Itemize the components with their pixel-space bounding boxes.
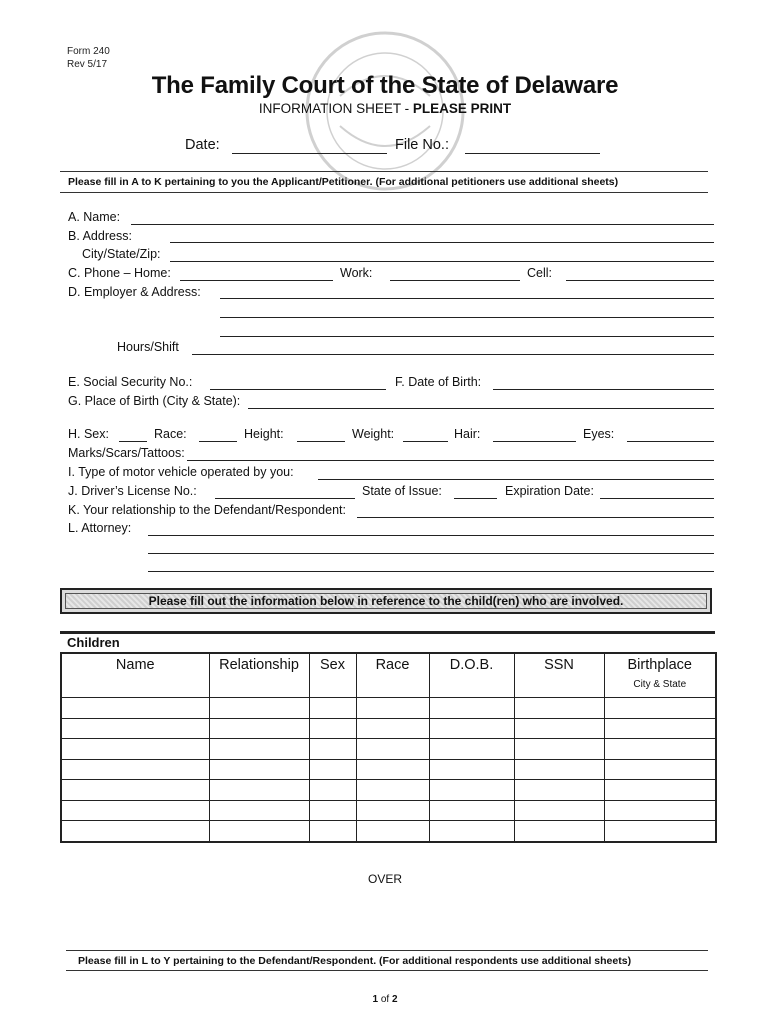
child-birthplace-cell[interactable]: [604, 780, 716, 801]
child-dob-cell[interactable]: [429, 739, 514, 760]
section-l-rule-bottom: [66, 970, 708, 971]
child-dob-cell[interactable]: [429, 759, 514, 780]
child-race-cell[interactable]: [356, 739, 429, 760]
child-race-cell[interactable]: [356, 759, 429, 780]
child-birthplace-cell[interactable]: [604, 821, 716, 842]
phone-home-label: C. Phone – Home:: [68, 266, 171, 280]
form-number-block: [67, 45, 110, 71]
child-name-cell[interactable]: [61, 759, 209, 780]
child-dob-cell[interactable]: [429, 780, 514, 801]
state-of-issue-field[interactable]: [454, 498, 497, 499]
phone-cell-field[interactable]: [566, 280, 714, 281]
children-rule: [60, 631, 715, 634]
page-subtitle: [0, 101, 770, 116]
file-number-field[interactable]: [465, 153, 600, 154]
employer-label: D. Employer & Address:: [68, 285, 201, 299]
height-label: Height:: [244, 427, 284, 441]
children-table-row: [61, 739, 716, 760]
child-sex-cell[interactable]: [309, 718, 356, 739]
marks-label: Marks/Scars/Tattoos:: [68, 446, 185, 460]
hair-label: Hair:: [454, 427, 481, 441]
subtitle-emphasis: PLEASE PRINT: [412, 101, 512, 116]
children-banner-text: Please fill out the information below in reference to the child(ren) who are involved.: [148, 594, 624, 608]
child-name-cell[interactable]: [61, 821, 209, 842]
child-ssn-cell[interactable]: [514, 698, 604, 719]
date-field[interactable]: [232, 153, 387, 154]
attorney-field-1[interactable]: [148, 535, 714, 536]
employer-field-2[interactable]: [220, 317, 714, 318]
dob-field[interactable]: [493, 389, 714, 390]
eyes-label: Eyes:: [583, 427, 615, 441]
child-name-cell[interactable]: [61, 718, 209, 739]
page-title: The Family Court of the State of Delaware: [151, 72, 619, 99]
child-relationship-cell[interactable]: [209, 800, 309, 821]
children-banner: [60, 588, 712, 614]
vehicle-field[interactable]: [318, 479, 714, 480]
child-birthplace-cell[interactable]: [604, 800, 716, 821]
phone-home-field[interactable]: [180, 280, 333, 281]
child-sex-cell[interactable]: [309, 698, 356, 719]
child-ssn-cell[interactable]: [514, 739, 604, 760]
child-birthplace-cell[interactable]: [604, 759, 716, 780]
over-note: OVER: [367, 872, 402, 886]
column-birthplace-label: Birthplace: [627, 657, 692, 673]
child-name-cell[interactable]: [61, 739, 209, 760]
child-dob-cell[interactable]: [429, 800, 514, 821]
eyes-field[interactable]: [627, 441, 714, 442]
attorney-field-3[interactable]: [148, 571, 714, 572]
child-dob-cell[interactable]: [429, 821, 514, 842]
weight-field[interactable]: [403, 441, 448, 442]
race-label: Race:: [154, 427, 187, 441]
ssn-field[interactable]: [210, 389, 386, 390]
weight-label: Weight:: [352, 427, 395, 441]
child-sex-cell[interactable]: [309, 800, 356, 821]
child-sex-cell[interactable]: [309, 780, 356, 801]
column-birthplace-sub: City & State: [633, 679, 687, 690]
state-of-issue-label: State of Issue:: [362, 484, 442, 498]
child-relationship-cell[interactable]: [209, 718, 309, 739]
place-of-birth-field[interactable]: [248, 408, 714, 409]
page-number: [0, 994, 770, 1005]
employer-field-1[interactable]: [220, 298, 714, 299]
vehicle-label: I. Type of motor vehicle operated by you:: [68, 465, 294, 479]
ssn-label: E. Social Security No.:: [68, 375, 193, 389]
name-field[interactable]: [131, 224, 714, 225]
section-a-rule-bottom: [60, 192, 708, 193]
children-table-row: [61, 780, 716, 801]
child-name-cell[interactable]: [61, 780, 209, 801]
child-sex-cell[interactable]: [309, 739, 356, 760]
child-relationship-cell[interactable]: [209, 780, 309, 801]
address-label: B. Address:: [68, 229, 132, 243]
relationship-field[interactable]: [357, 517, 714, 518]
license-label: J. Driver’s License No.:: [68, 484, 197, 498]
child-dob-cell[interactable]: [429, 698, 514, 719]
child-race-cell[interactable]: [356, 718, 429, 739]
height-field[interactable]: [297, 441, 345, 442]
form-number: Form 240: [67, 46, 110, 57]
child-name-cell[interactable]: [61, 800, 209, 821]
column-sex: Sex: [309, 653, 356, 698]
hair-field[interactable]: [493, 441, 576, 442]
sex-field[interactable]: [119, 441, 147, 442]
column-dob: D.O.B.: [429, 653, 514, 698]
page-of: of: [378, 994, 392, 1005]
page-current: 1: [372, 994, 379, 1005]
file-number-label: File No.:: [395, 137, 449, 153]
expiration-label: Expiration Date:: [505, 484, 594, 498]
child-ssn-cell[interactable]: [514, 780, 604, 801]
child-relationship-cell[interactable]: [209, 821, 309, 842]
dob-label: F. Date of Birth:: [395, 375, 482, 389]
child-dob-cell[interactable]: [429, 718, 514, 739]
attorney-field-2[interactable]: [148, 553, 714, 554]
phone-work-field[interactable]: [390, 280, 520, 281]
name-label: A. Name:: [68, 210, 121, 224]
child-birthplace-cell[interactable]: [604, 698, 716, 719]
child-birthplace-cell[interactable]: [604, 718, 716, 739]
children-heading: Children: [67, 635, 120, 650]
column-race: Race: [356, 653, 429, 698]
children-table-header: [61, 653, 716, 698]
city-state-zip-field[interactable]: [170, 261, 714, 262]
children-table-row: [61, 718, 716, 739]
column-name: Name: [61, 653, 209, 698]
child-ssn-cell[interactable]: [514, 718, 604, 739]
column-birthplace: [604, 653, 716, 698]
section-l-rule-top: [66, 950, 708, 951]
child-race-cell[interactable]: [356, 780, 429, 801]
phone-work-label: Work:: [340, 266, 373, 280]
child-relationship-cell[interactable]: [209, 739, 309, 760]
sex-label: H. Sex:: [68, 427, 109, 441]
children-table-body: [61, 698, 716, 842]
attorney-label: L. Attorney:: [68, 521, 132, 535]
child-ssn-cell[interactable]: [514, 821, 604, 842]
child-race-cell[interactable]: [356, 821, 429, 842]
expiration-field[interactable]: [600, 498, 714, 499]
hours-shift-field[interactable]: [192, 354, 714, 355]
child-sex-cell[interactable]: [309, 821, 356, 842]
section-a-instruction: Please fill in A to K pertaining to you the Applicant/Petitioner. (For additional petitioners use additional sheets): [68, 176, 619, 188]
employer-field-3[interactable]: [220, 336, 714, 337]
child-name-cell[interactable]: [61, 698, 209, 719]
child-ssn-cell[interactable]: [514, 759, 604, 780]
subtitle-text: INFORMATION SHEET -: [258, 101, 413, 116]
child-relationship-cell[interactable]: [209, 698, 309, 719]
children-table-row: [61, 800, 716, 821]
marks-field[interactable]: [187, 460, 714, 461]
child-sex-cell[interactable]: [309, 759, 356, 780]
city-state-zip-label: City/State/Zip:: [82, 247, 161, 261]
child-race-cell[interactable]: [356, 698, 429, 719]
column-relationship: Relationship: [209, 653, 309, 698]
place-of-birth-label: G. Place of Birth (City & State):: [68, 394, 241, 408]
page-total: 2: [391, 994, 398, 1005]
children-table-row: [61, 759, 716, 780]
child-relationship-cell[interactable]: [209, 759, 309, 780]
children-table-row: [61, 698, 716, 719]
section-a-rule-top: [60, 171, 708, 172]
hours-shift-label: Hours/Shift: [117, 340, 179, 354]
license-field[interactable]: [215, 498, 355, 499]
date-label: Date:: [185, 137, 220, 153]
column-ssn: SSN: [514, 653, 604, 698]
form-revision: Rev 5/17: [67, 59, 108, 70]
child-ssn-cell[interactable]: [514, 800, 604, 821]
children-table: [60, 652, 717, 843]
relationship-label: K. Your relationship to the Defendant/Respondent:: [68, 503, 346, 517]
child-race-cell[interactable]: [356, 800, 429, 821]
section-l-instruction: Please fill in L to Y pertaining to the Defendant/Respondent. (For additional respondents use additional sheets): [78, 955, 632, 967]
race-field[interactable]: [199, 441, 237, 442]
address-field[interactable]: [170, 242, 714, 243]
phone-cell-label: Cell:: [527, 266, 553, 280]
children-table-row: [61, 821, 716, 842]
child-birthplace-cell[interactable]: [604, 739, 716, 760]
